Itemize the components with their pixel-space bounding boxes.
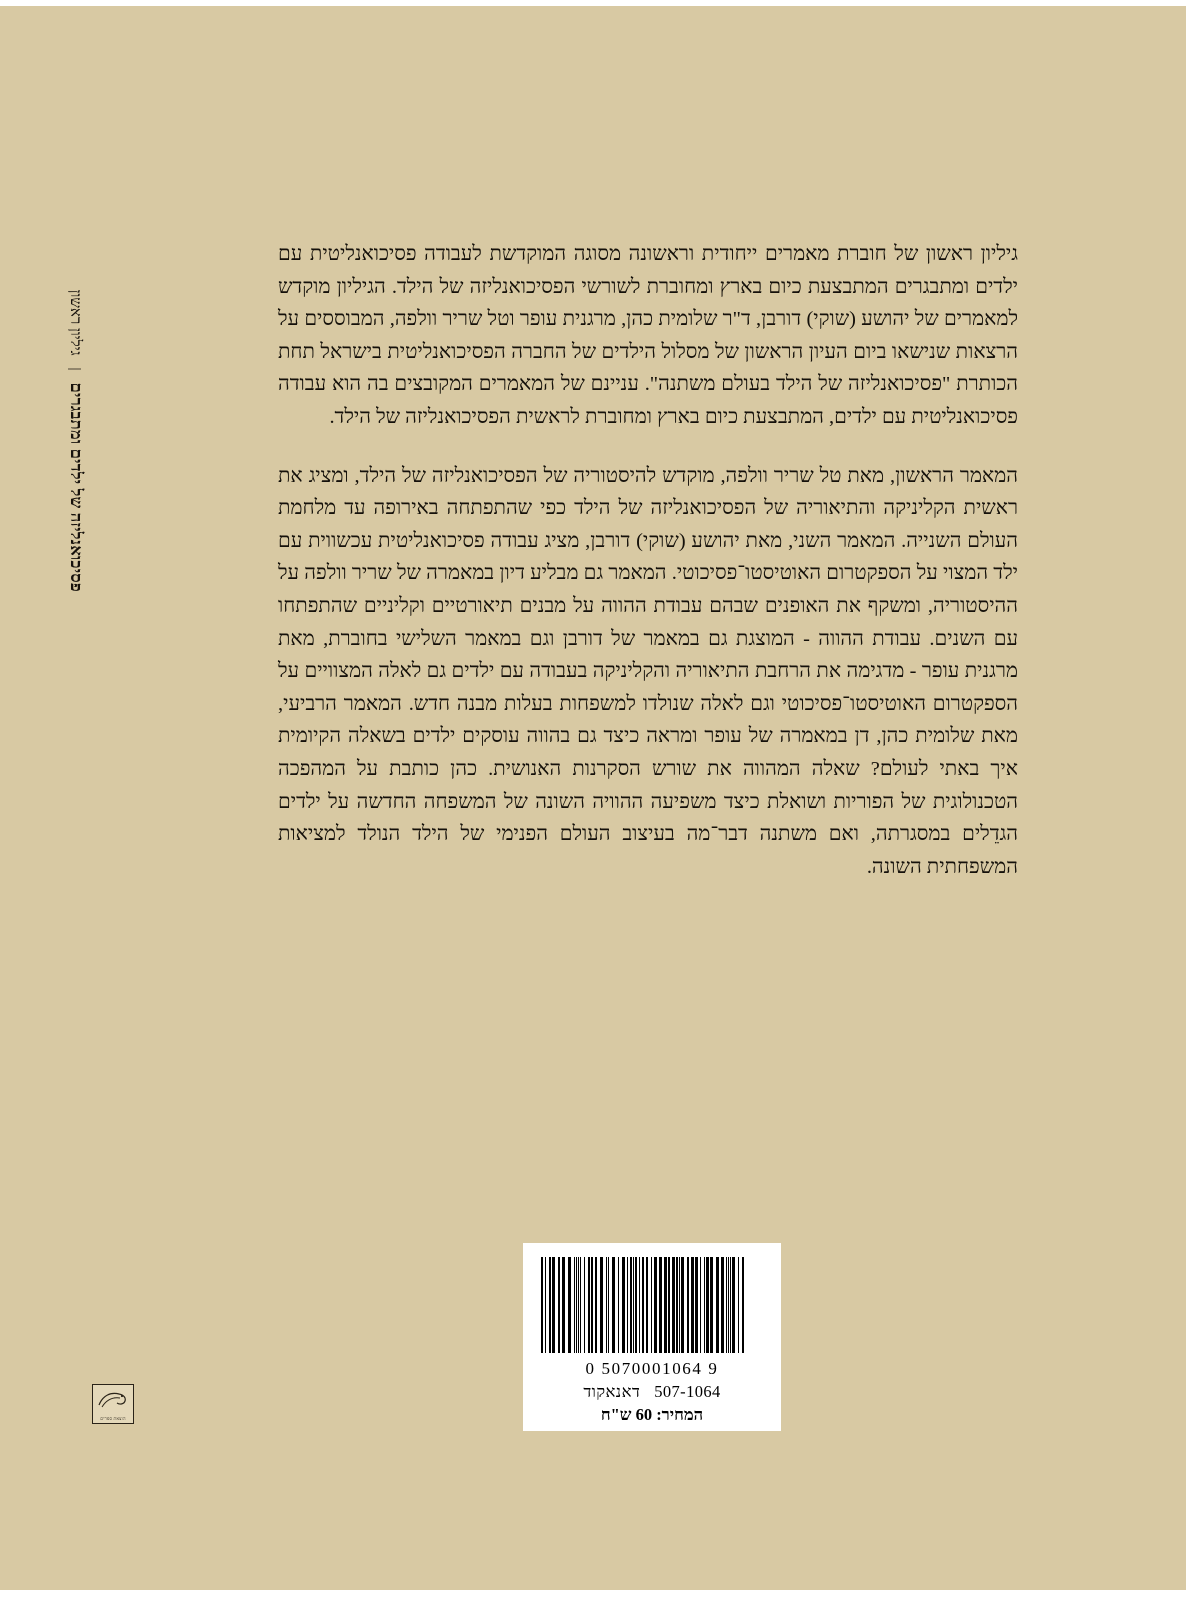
spine-separator: | (67, 367, 83, 371)
barcode-price: המחיר: 60 ש"ח (600, 1405, 704, 1424)
publisher-mark-icon (93, 1385, 133, 1415)
barcode-block (523, 1243, 781, 1431)
barcode-danacode (523, 1382, 781, 1402)
blurb-paragraph-1: גיליון ראשון של חוברת מאמרים ייחודית וראשונה מסוגה המוקדשת לעבודה פסיכואנליטית עם ילדים ומתבגרים המתבצעת כיום בארץ ומחוברת לשורשי הפסיכואנליזה של הילד. הגיליון מוקדש למאמרים של יהושע (שוקי) דורבן, ד"ר שלומית כהן, מרגנית עופר וטל שריר וולפה, המבוססים על הרצאות שנישאו ביום העיון הראשון של מסלול הילדים של החברה הפסיכואנליטית בישראל תחת הכותרת "פסיכואנליזה של הילד בעולם משתנה". עניינם של המאמרים המקובצים בה הוא עבודה פסיכואנליטית עם ילדים, המתבצעת כיום בארץ ומחוברת לראשית הפסיכואנליזה של הילד. (278, 243, 1018, 428)
publisher-logo (92, 1384, 134, 1424)
spine-subtitle: גיליון ראשון (67, 289, 83, 356)
page-edge-top (0, 0, 1200, 6)
page-edge-right (1186, 0, 1200, 1600)
book-spine (66, 172, 86, 592)
barcode-danacode-number: 507-1064 (654, 1382, 721, 1401)
page-edge-bottom (0, 1590, 1200, 1600)
barcode-bars (541, 1257, 763, 1353)
barcode-digits: 0 5070001064 9 (585, 1359, 719, 1378)
blurb-paragraph-2: המאמר הראשון, מאת טל שריר וולפה, מוקדש להיסטוריה של הפסיכואנליזה של הילד, ומציג את ראשית הקליניקה והתיאוריה של הפסיכואנליזה של הילד כפי שהתפתחה באירופה עד מלחמת העולם השנייה. המאמר השני, מאת יהושע (שוקי) דורבן, מציג עבודה פסיכואנליטית עכשווית עם ילד המצוי על הספקטרום האוטיסטו־פסיכוטי. המאמר גם מבליע דיון במאמרה של שריר וולפה על ההיסטוריה, ומשקף את האופנים שבהם עבודת ההווה על מבנים תיאורטיים וקליניים שהתפתחו עם השנים. עבודת ההווה - המוצגת גם במאמר של דורבן וגם במאמר השלישי בחוברת, מאת מרגנית עופר - מדגימה את הרחבת התיאוריה והקליניקה בעבודה עם ילדים גם לאלה המצוויים על הספקטרום האוטיסטו־פסיכוטי וגם לאלה שנולדו למשפחות בעלות מבנה חדש. המאמר הרביעי, מאת שלומית כהן, דן במאמרה של עופר ומראה כיצד גם בהווה עוסקים ילדים בשאלה הקיומית איך באתי לעולם? שאלה המהווה את שורש הסקרנות האנושית. כהן כותבת על המהפכה הטכנולוגית של הפוריות ושואלת כיצד משפיעה ההוויה השונה של המשפחה החדשה על ילדים הגדֵלים במסגרתה, ואם משתנה דבר־מה בעיצוב העולם הפנימי של הילד הנולד למציאות המשפחתית השונה. (278, 464, 1018, 878)
barcode-text (523, 1359, 781, 1425)
spine-title: פסיכואנליזה של ילדים ומתבגרים (67, 382, 86, 592)
back-cover-blurb (278, 238, 1018, 883)
barcode-danacode-label: דאנאקוד (583, 1382, 641, 1401)
publisher-logo-caption: הוצאת ספרים (100, 1416, 126, 1421)
